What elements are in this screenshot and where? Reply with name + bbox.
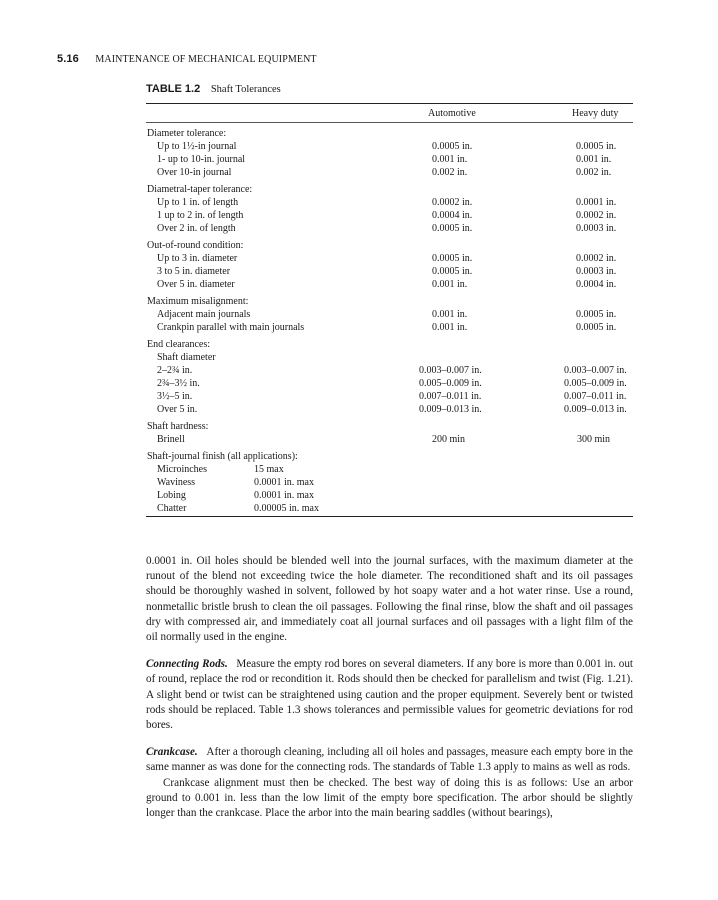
table-cell-heavy-duty: 0.0005 in. bbox=[576, 309, 617, 320]
table-title: Shaft Tolerances bbox=[210, 84, 281, 95]
table-row-label: 2¾–3½ in. bbox=[157, 378, 200, 389]
table-cell-automotive: 0.001 in. bbox=[432, 279, 468, 290]
runin-heading-connecting-rods: Connecting Rods. bbox=[146, 658, 228, 671]
table-cell-automotive: 0.0005 in. bbox=[432, 266, 473, 277]
running-header bbox=[57, 53, 317, 65]
paragraph-crankcase-text: After a thorough cleaning, including all oil holes and passages, measure each empty bore in the same manner as was done for the connecting rods. The standards of Table 1.3 apply to mains as well as rods. bbox=[146, 746, 634, 774]
table-cell-automotive: 200 min bbox=[432, 434, 466, 445]
table-group-heading: End clearances: bbox=[147, 339, 211, 350]
paragraph-oil-holes: 0.0001 in. Oil holes should be blended well into the journal surfaces, with the maximum diameter at the runout of the blend not exceeding twice the hole diameter. The reconditioned shaft and its oil passages should be thoroughly washed in solvent, followed by hot soapy water and a hot water rinse. Use a round, nonmetallic bristle brush to clean the oil passages. Following the final rinse, blow the shaft and oil passages dry with compressed air, and immediately coat all journal surfaces and oil passages with a light film of the oil normally used in the engine. bbox=[146, 555, 633, 644]
paragraph-connecting-rods-text: Measure the empty rod bores on several diameters. If any bore is more than 0.001 in. out of round, replace the rod or recondition it. Rods should then be checked for parallelism and twist (Fig. 1.21). A slight bend or twist can be straightened using caution and the proper equipment. Severely bent or twisted rods should be replaced. Table 1.3 shows tolerances and permissible values for geometric deviations for rod bores. bbox=[146, 658, 633, 732]
table-finish-value: 0.0001 in. max bbox=[254, 477, 314, 488]
table-row-label: 2–2¾ in. bbox=[157, 365, 193, 376]
running-title: MAINTENANCE OF MECHANICAL EQUIPMENT bbox=[95, 54, 317, 65]
table-cell-heavy-duty: 0.0002 in. bbox=[576, 253, 617, 264]
table-cell-heavy-duty: 0.002 in. bbox=[576, 167, 612, 178]
table-row-label: Over 10-in journal bbox=[157, 167, 232, 178]
table-group-heading: Diameter tolerance: bbox=[147, 128, 227, 139]
table-cell-heavy-duty: 0.0003 in. bbox=[576, 223, 617, 234]
table-row-label: Adjacent main journals bbox=[157, 309, 251, 320]
table-top-rule bbox=[146, 103, 633, 104]
table-row-label: Over 2 in. of length bbox=[157, 223, 236, 234]
table-cell-heavy-duty: 0.0003 in. bbox=[576, 266, 617, 277]
table-cell-automotive: 0.0005 in. bbox=[432, 223, 473, 234]
table-group-heading: Shaft-journal finish (all applications): bbox=[147, 451, 298, 462]
page-number: 5.16 bbox=[57, 53, 79, 65]
table-group-heading: Shaft hardness: bbox=[147, 421, 209, 432]
table-finish-value: 15 max bbox=[254, 464, 284, 475]
table-row-label: Lobing bbox=[157, 490, 186, 501]
table-cell-heavy-duty: 0.007–0.011 in. bbox=[564, 391, 627, 402]
table-row-label: Up to 1 in. of length bbox=[157, 197, 239, 208]
table-finish-value: 0.00005 in. max bbox=[254, 503, 319, 514]
table-cell-automotive: 0.0004 in. bbox=[432, 210, 473, 221]
table-row-label: Chatter bbox=[157, 503, 187, 514]
column-header-automotive: Automotive bbox=[428, 108, 476, 119]
table-cell-heavy-duty: 0.0005 in. bbox=[576, 322, 617, 333]
table-row-label: 3½–5 in. bbox=[157, 391, 193, 402]
table-cell-heavy-duty: 0.0005 in. bbox=[576, 141, 617, 152]
table-row-label: Shaft diameter bbox=[157, 352, 216, 363]
table-cell-automotive: 0.001 in. bbox=[432, 322, 468, 333]
table-cell-heavy-duty: 300 min bbox=[577, 434, 611, 445]
table-row-label: Up to 3 in. diameter bbox=[157, 253, 238, 264]
table-cell-heavy-duty: 0.0004 in. bbox=[576, 279, 617, 290]
table-cell-automotive: 0.0002 in. bbox=[432, 197, 473, 208]
table-row-label: Over 5 in. diameter bbox=[157, 279, 235, 290]
table-cell-automotive: 0.0005 in. bbox=[432, 141, 473, 152]
table-cell-heavy-duty: 0.0001 in. bbox=[576, 197, 617, 208]
table-cell-automotive: 0.007–0.011 in. bbox=[419, 391, 482, 402]
table-cell-automotive: 0.009–0.013 in. bbox=[419, 404, 482, 415]
body-text bbox=[146, 554, 633, 821]
table-header-rule bbox=[146, 122, 633, 123]
table-row-label: 1- up to 10-in. journal bbox=[157, 154, 246, 165]
table-cell-automotive: 0.002 in. bbox=[432, 167, 468, 178]
table-row-label: Microinches bbox=[157, 464, 207, 475]
table-cell-automotive: 0.005–0.009 in. bbox=[419, 378, 482, 389]
table-group-heading: Maximum misalignment: bbox=[147, 296, 249, 307]
paragraph-crankcase bbox=[146, 745, 633, 775]
table-row-label: 3 to 5 in. diameter bbox=[157, 266, 231, 277]
table-row-label: Over 5 in. bbox=[157, 404, 198, 415]
table-cell-automotive: 0.001 in. bbox=[432, 309, 468, 320]
table-row-label: Crankpin parallel with main journals bbox=[157, 322, 305, 333]
table-number: TABLE 1.2 bbox=[146, 83, 201, 95]
paragraph-crankcase-alignment: Crankcase alignment must then be checked. The best way of doing this is as follows: Use an arbor ground to 0.001 in. less than the low limit of the empty bore specification. The arbor should be slightly longer than the crankcase. Place the arbor into the main bearing saddles (without bearings), bbox=[146, 776, 633, 820]
table-cell-heavy-duty: 0.003–0.007 in. bbox=[564, 365, 627, 376]
table-group-heading: Out-of-round condition: bbox=[147, 240, 244, 251]
table-cell-heavy-duty: 0.005–0.009 in. bbox=[564, 378, 627, 389]
table-group-heading: Diametral-taper tolerance: bbox=[147, 184, 253, 195]
column-header-heavy-duty: Heavy duty bbox=[572, 108, 619, 119]
table-cell-heavy-duty: 0.001 in. bbox=[576, 154, 612, 165]
runin-heading-crankcase: Crankcase. bbox=[146, 746, 198, 759]
table-cell-heavy-duty: 0.009–0.013 in. bbox=[564, 404, 627, 415]
table-cell-automotive: 0.0005 in. bbox=[432, 253, 473, 264]
table-row-label: Brinell bbox=[157, 434, 185, 445]
table-bottom-rule bbox=[146, 516, 633, 517]
table-row-label: Up to 1½-in journal bbox=[157, 141, 237, 152]
table-cell-automotive: 0.001 in. bbox=[432, 154, 468, 165]
table-row-label: 1 up to 2 in. of length bbox=[157, 210, 244, 221]
table-cell-automotive: 0.003–0.007 in. bbox=[419, 365, 482, 376]
table-cell-heavy-duty: 0.0002 in. bbox=[576, 210, 617, 221]
table-finish-value: 0.0001 in. max bbox=[254, 490, 314, 501]
table-caption bbox=[146, 83, 281, 95]
paragraph-connecting-rods bbox=[146, 657, 633, 733]
table-row-label: Waviness bbox=[157, 477, 196, 488]
